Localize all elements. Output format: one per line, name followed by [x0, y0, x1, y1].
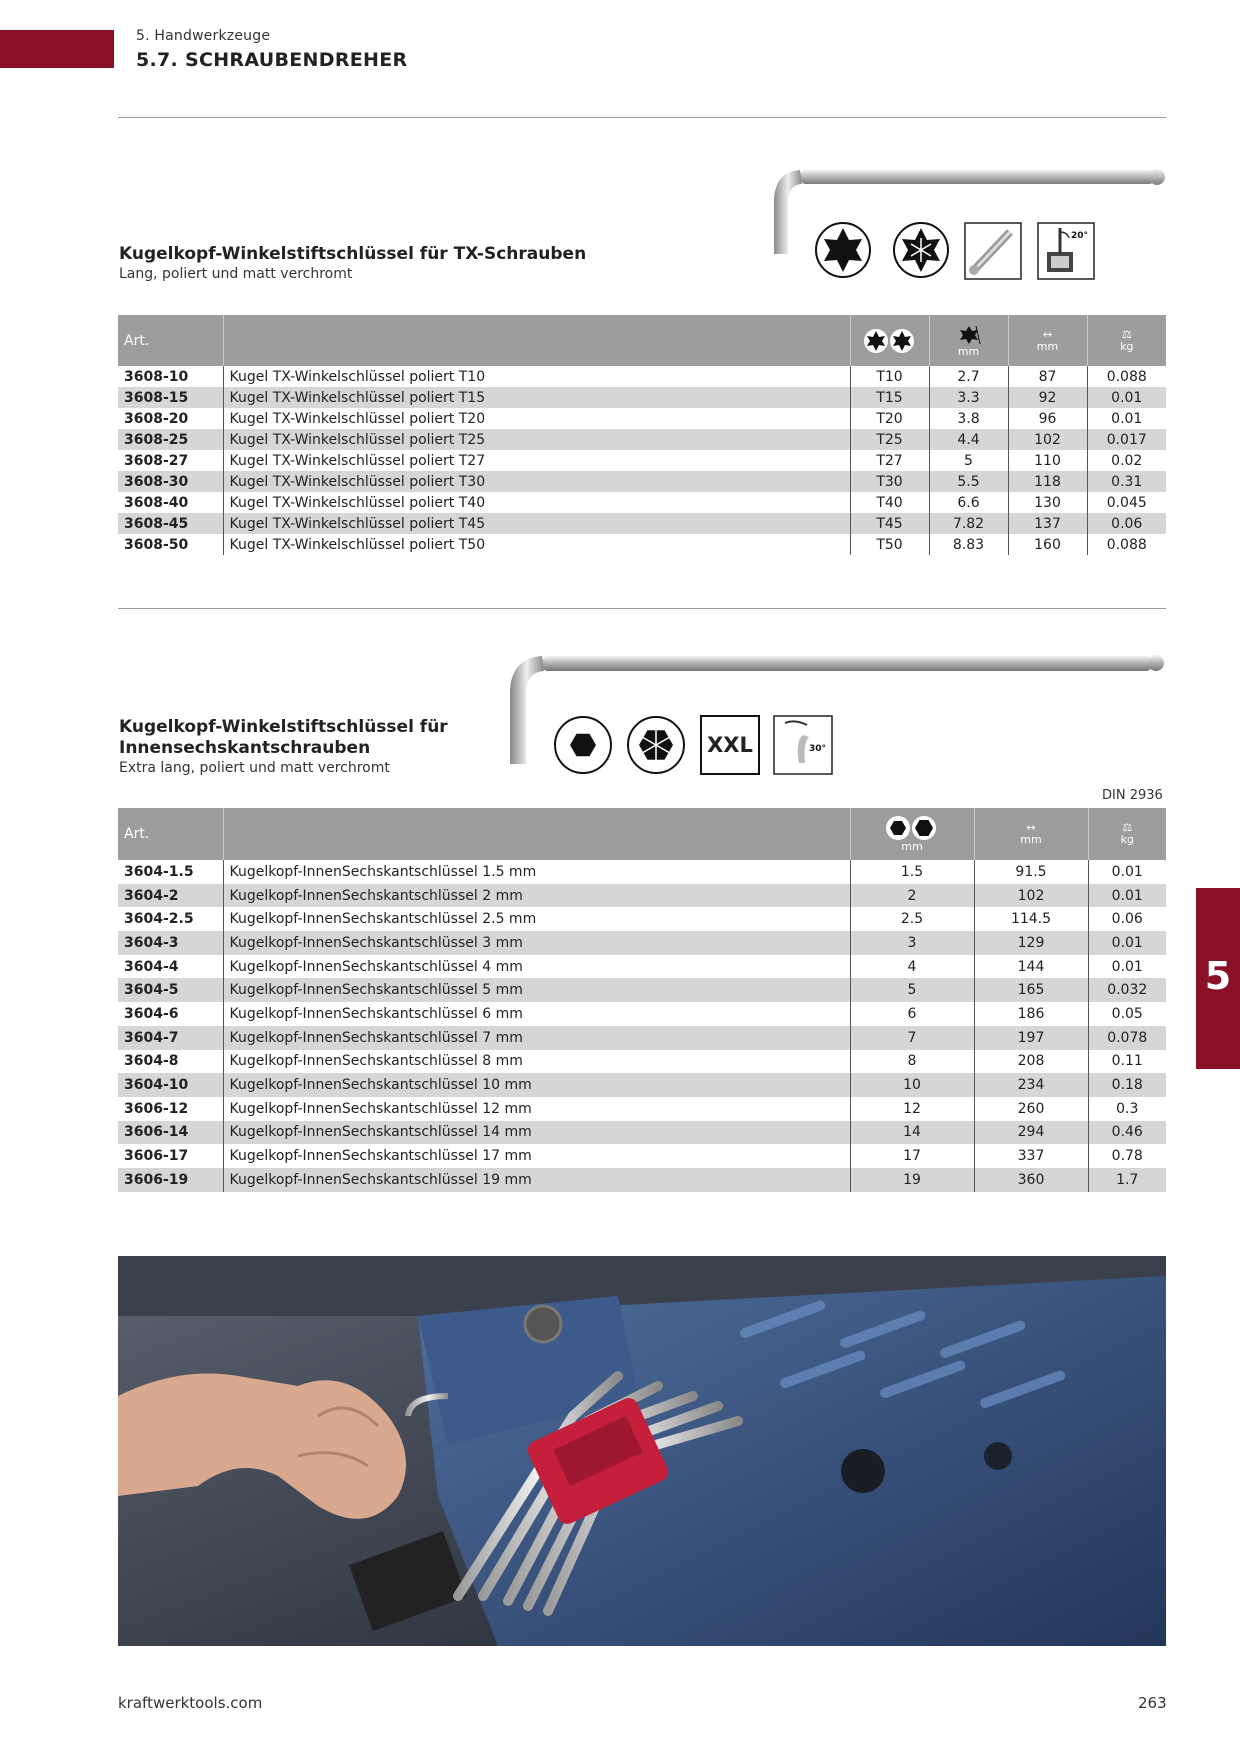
table-row — [118, 907, 1166, 931]
cell-desc: Kugelkopf-InnenSechskantschlüssel 7 mm — [223, 1026, 850, 1050]
footer-website-link[interactable]: kraftwerktools.com — [118, 1694, 263, 1712]
cell-size: T25 — [850, 429, 929, 450]
product-photo — [118, 1256, 1166, 1646]
cell-size: 2.5 — [850, 907, 974, 931]
table-row — [118, 1050, 1166, 1074]
cell-art: 3604-5 — [118, 978, 223, 1002]
table-row — [118, 492, 1166, 513]
cell-desc: Kugelkopf-InnenSechskantschlüssel 5 mm — [223, 978, 850, 1002]
cell-desc: Kugelkopf-InnenSechskantschlüssel 19 mm — [223, 1168, 850, 1192]
cell-length: 260 — [974, 1097, 1088, 1121]
cell-size: 4 — [850, 955, 974, 979]
ball-end-icon — [964, 222, 1022, 280]
section-title: 5.7. SCHRAUBENDREHER — [136, 49, 408, 71]
cell-desc: Kugelkopf-InnenSechskantschlüssel 8 mm — [223, 1050, 850, 1074]
cell-desc: Kugelkopf-InnenSechskantschlüssel 10 mm — [223, 1073, 850, 1097]
cell-mm: 7.82 — [929, 513, 1008, 534]
table-row — [118, 1121, 1166, 1145]
cell-size: T45 — [850, 513, 929, 534]
page-number: 263 — [1138, 1694, 1167, 1712]
cell-kg: 0.088 — [1087, 366, 1166, 387]
cell-size: 8 — [850, 1050, 974, 1074]
angle-label: 20° — [1071, 231, 1089, 241]
cell-length: 234 — [974, 1073, 1088, 1097]
cell-length: 360 — [974, 1168, 1088, 1192]
torx-diameter-icon — [956, 324, 982, 346]
hex-icon — [554, 716, 612, 774]
cell-kg: 0.045 — [1087, 492, 1166, 513]
table-row — [118, 387, 1166, 408]
cell-kg: 0.78 — [1088, 1144, 1166, 1168]
cell-size: 12 — [850, 1097, 974, 1121]
torx-plus-icon — [893, 222, 949, 278]
cell-length: 114.5 — [974, 907, 1088, 931]
cell-art: 3608-50 — [124, 536, 189, 553]
cell-mm: 8.83 — [929, 534, 1008, 555]
cell-size: T40 — [850, 492, 929, 513]
cell-mm: 6.6 — [929, 492, 1008, 513]
cell-length: 294 — [974, 1121, 1088, 1145]
angle-label-2: 30° — [809, 744, 827, 754]
cell-size: 10 — [850, 1073, 974, 1097]
cell-art: 3604-1.5 — [124, 863, 194, 880]
col-weight-header — [1087, 315, 1166, 366]
hex-plus-icon — [627, 716, 685, 774]
torx-icon — [815, 222, 871, 278]
cell-size: 6 — [850, 1002, 974, 1026]
cell-desc: Kugelkopf-InnenSechskantschlüssel 1.5 mm — [223, 860, 850, 884]
cell-kg: 1.7 — [1088, 1168, 1166, 1192]
cell-kg: 0.05 — [1088, 1002, 1166, 1026]
cell-kg: 0.032 — [1088, 978, 1166, 1002]
cell-size: T30 — [850, 471, 929, 492]
cell-desc: Kugel TX-Winkelschlüssel poliert T50 — [223, 534, 850, 555]
length-icon-2: ↔ — [1026, 821, 1036, 834]
cell-desc: Kugelkopf-InnenSechskantschlüssel 14 mm — [223, 1121, 850, 1145]
cell-art: 3604-10 — [118, 1073, 223, 1097]
cell-length: 96 — [1008, 408, 1087, 429]
cell-art: 3606-17 — [124, 1148, 189, 1165]
col-diameter-unit: mm — [957, 344, 980, 358]
cell-length: 92 — [1008, 387, 1087, 408]
cell-length: 118 — [1008, 471, 1087, 492]
table-row — [118, 1168, 1166, 1192]
col-size-header — [850, 315, 929, 366]
cell-art: 3608-30 — [118, 471, 223, 492]
cell-size: T20 — [850, 408, 929, 429]
cell-length: 144 — [974, 955, 1088, 979]
cell-length: 337 — [974, 1144, 1088, 1168]
product2-subtitle: Extra lang, poliert und matt verchromt — [119, 760, 390, 776]
cell-mm: 4.4 — [929, 429, 1008, 450]
cell-art: 3608-20 — [124, 410, 189, 427]
cell-kg: 0.46 — [1088, 1121, 1166, 1145]
cell-length: 91.5 — [974, 860, 1088, 884]
length-icon: ↔ — [1042, 327, 1053, 341]
product1-subtitle: Lang, poliert und matt verchromt — [119, 266, 353, 282]
cell-art: 3608-27 — [124, 452, 189, 469]
cell-art: 3608-15 — [118, 387, 223, 408]
cell-length: 137 — [1008, 513, 1087, 534]
cell-desc: Kugel TX-Winkelschlüssel poliert T10 — [223, 366, 850, 387]
cell-kg: 0.11 — [1088, 1050, 1166, 1074]
cell-kg: 0.01 — [1088, 955, 1166, 979]
table-row — [118, 955, 1166, 979]
xxl-icon: XXL — [700, 715, 760, 775]
cell-size: T27 — [850, 450, 929, 471]
cell-art: 3608-40 — [124, 494, 189, 511]
table-row — [118, 534, 1166, 555]
cell-size: T15 — [850, 387, 929, 408]
chapter-tab-number: 5 — [1204, 954, 1232, 998]
product1-table — [118, 315, 1166, 555]
cell-length: 186 — [974, 1002, 1088, 1026]
col-diameter-header — [929, 315, 1008, 366]
cell-kg: 0.02 — [1087, 450, 1166, 471]
product2-table — [118, 808, 1166, 1192]
torx-size-icon — [863, 328, 917, 354]
cell-desc: Kugelkopf-InnenSechskantschlüssel 3 mm — [223, 931, 850, 955]
cell-art: 3604-2 — [118, 884, 223, 908]
chapter-tab[interactable] — [1196, 888, 1240, 1069]
cell-size: 14 — [850, 1121, 974, 1145]
cell-kg: 0.01 — [1088, 860, 1166, 884]
cell-art: 3606-19 — [118, 1168, 223, 1192]
col-weight-header-2 — [1088, 808, 1166, 860]
col-weight-unit: kg — [1120, 339, 1134, 353]
weight-icon-2: ⚖ — [1122, 821, 1133, 834]
cell-length: 129 — [974, 931, 1088, 955]
col-weight-unit-2: kg — [1120, 833, 1134, 846]
cell-length: 110 — [1008, 450, 1087, 471]
table-row — [118, 471, 1166, 492]
table-row — [118, 1026, 1166, 1050]
cell-art: 3604-7 — [118, 1026, 223, 1050]
cell-mm: 3.8 — [929, 408, 1008, 429]
col-length-unit: mm — [1036, 339, 1059, 353]
cell-kg: 0.01 — [1087, 387, 1166, 408]
table-row — [118, 1144, 1166, 1168]
table-row — [118, 1002, 1166, 1026]
cell-size: 19 — [850, 1168, 974, 1192]
section-divider — [118, 608, 1166, 609]
cell-mm: 5 — [929, 450, 1008, 471]
col-description-header-2 — [223, 808, 850, 860]
cell-kg: 0.06 — [1087, 513, 1166, 534]
cell-desc: Kugelkopf-InnenSechskantschlüssel 6 mm — [223, 1002, 850, 1026]
cell-desc: Kugel TX-Winkelschlüssel poliert T15 — [223, 387, 850, 408]
cell-length: 208 — [974, 1050, 1088, 1074]
col-description-header — [223, 315, 850, 366]
cell-length: 130 — [1008, 492, 1087, 513]
table-row — [118, 450, 1166, 471]
table-row — [118, 1073, 1166, 1097]
table-row — [118, 513, 1166, 534]
product1-title: Kugelkopf-Winkelstiftschlüssel für TX-Schrauben — [119, 244, 587, 264]
cell-art: 3606-12 — [124, 1100, 189, 1117]
cell-length: 165 — [974, 978, 1088, 1002]
cell-size: T10 — [850, 366, 929, 387]
cell-desc: Kugel TX-Winkelschlüssel poliert T27 — [223, 450, 850, 471]
table-row — [118, 366, 1166, 387]
breadcrumb: 5. Handwerkzeuge — [136, 28, 271, 44]
cell-desc: Kugel TX-Winkelschlüssel poliert T45 — [223, 513, 850, 534]
cell-length: 87 — [1008, 366, 1087, 387]
cell-kg: 0.088 — [1087, 534, 1166, 555]
cell-desc: Kugelkopf-InnenSechskantschlüssel 4 mm — [223, 955, 850, 979]
product2-title-line2: Innensechskantschrauben — [119, 738, 371, 758]
cell-mm: 5.5 — [929, 471, 1008, 492]
cell-desc: Kugel TX-Winkelschlüssel poliert T25 — [223, 429, 850, 450]
cell-size: 3 — [850, 931, 974, 955]
cell-art: 3608-10 — [124, 368, 189, 385]
angle-20-icon — [1037, 222, 1095, 280]
header-divider — [118, 117, 1166, 118]
cell-art: 3604-3 — [118, 931, 223, 955]
cell-size: 7 — [850, 1026, 974, 1050]
cell-desc: Kugelkopf-InnenSechskantschlüssel 2 mm — [223, 884, 850, 908]
cell-length: 102 — [974, 884, 1088, 908]
cell-art: 3608-45 — [118, 513, 223, 534]
din-norm: DIN 2936 — [1102, 788, 1163, 803]
table-row — [118, 884, 1166, 908]
product2-title-line1: Kugelkopf-Winkelstiftschlüssel für — [119, 717, 448, 737]
table-row — [118, 408, 1166, 429]
cell-kg: 0.06 — [1088, 907, 1166, 931]
cell-art: 3606-14 — [118, 1121, 223, 1145]
cell-kg: 0.18 — [1088, 1073, 1166, 1097]
table-row — [118, 429, 1166, 450]
cell-art: 3604-2.5 — [124, 911, 194, 928]
cell-kg: 0.01 — [1088, 884, 1166, 908]
hex-size-icon — [885, 815, 939, 841]
table-row — [118, 860, 1166, 884]
cell-kg: 0.01 — [1088, 931, 1166, 955]
cell-desc: Kugelkopf-InnenSechskantschlüssel 2.5 mm — [223, 907, 850, 931]
weight-icon: ⚖ — [1121, 327, 1132, 341]
col-art-header-2: Art. — [118, 808, 223, 860]
cell-desc: Kugelkopf-InnenSechskantschlüssel 12 mm — [223, 1097, 850, 1121]
cell-length: 102 — [1008, 429, 1087, 450]
cell-size: 2 — [850, 884, 974, 908]
cell-desc: Kugel TX-Winkelschlüssel poliert T30 — [223, 471, 850, 492]
cell-art: 3604-6 — [124, 1005, 179, 1022]
cell-art: 3608-25 — [118, 429, 223, 450]
header-color-bar — [0, 30, 114, 68]
col-length-header — [1008, 315, 1087, 366]
cell-kg: 0.31 — [1087, 471, 1166, 492]
col-length-unit-2: mm — [1020, 833, 1042, 846]
cell-desc: Kugel TX-Winkelschlüssel poliert T20 — [223, 408, 850, 429]
cell-size: 1.5 — [850, 860, 974, 884]
cell-size: 17 — [850, 1144, 974, 1168]
cell-length: 197 — [974, 1026, 1088, 1050]
cell-desc: Kugelkopf-InnenSechskantschlüssel 17 mm — [223, 1144, 850, 1168]
cell-size: T50 — [850, 534, 929, 555]
table-row — [118, 1097, 1166, 1121]
table-row — [118, 931, 1166, 955]
table-row — [118, 978, 1166, 1002]
angle-30-icon — [773, 715, 833, 775]
col-length-header-2 — [974, 808, 1088, 860]
cell-mm: 3.3 — [929, 387, 1008, 408]
cell-art: 3604-4 — [124, 958, 179, 975]
cell-art: 3604-8 — [124, 1053, 179, 1070]
cell-mm: 2.7 — [929, 366, 1008, 387]
cell-kg: 0.078 — [1088, 1026, 1166, 1050]
cell-kg: 0.3 — [1088, 1097, 1166, 1121]
col-art-header: Art. — [118, 315, 223, 366]
col-size-header-2 — [850, 808, 974, 860]
cell-kg: 0.01 — [1087, 408, 1166, 429]
cell-size: 5 — [850, 978, 974, 1002]
cell-length: 160 — [1008, 534, 1087, 555]
col-size-unit-2: mm — [901, 840, 923, 853]
cell-desc: Kugel TX-Winkelschlüssel poliert T40 — [223, 492, 850, 513]
cell-kg: 0.017 — [1087, 429, 1166, 450]
